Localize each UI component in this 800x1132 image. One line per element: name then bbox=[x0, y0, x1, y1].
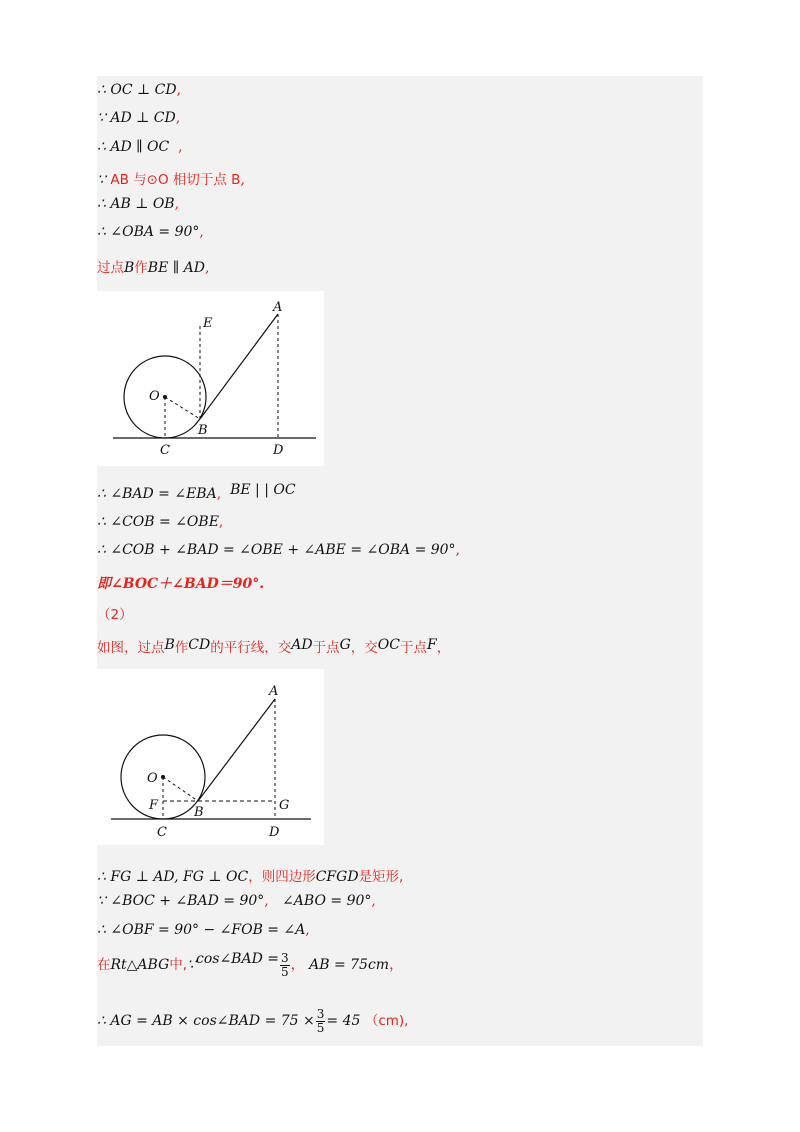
math-text: ∵ ∠BOC + ∠BAD = 90° bbox=[97, 893, 265, 909]
label-f: F bbox=[149, 798, 159, 813]
figure-1 bbox=[97, 291, 324, 466]
math-text: ∵ AD ⊥ CD bbox=[97, 110, 176, 126]
line-cob-obe bbox=[97, 514, 223, 530]
conclusion-text: 即∠BOC＋∠BAD＝90°. bbox=[97, 576, 265, 592]
cn-text: 在 bbox=[97, 957, 111, 973]
punct: , bbox=[199, 224, 204, 240]
math-text: ∴ ∠COB = ∠OBE bbox=[97, 514, 219, 530]
fraction-3-5 bbox=[316, 1008, 326, 1035]
punct: , bbox=[305, 922, 310, 938]
math-text: Rt△ABG bbox=[110, 957, 170, 973]
math-text: CFGD bbox=[315, 869, 359, 885]
math-text: ∠ABO = 90° bbox=[282, 893, 372, 909]
cn-text: 如图，过点 bbox=[97, 640, 165, 656]
math-text: ∴ ∠BAD = ∠EBA bbox=[97, 486, 217, 502]
label-o: O bbox=[147, 771, 158, 786]
line-boc-bad bbox=[97, 893, 376, 909]
unit-text: （cm), bbox=[364, 1013, 409, 1029]
math-text: BE | | OC bbox=[230, 482, 296, 498]
math-text: F bbox=[426, 637, 437, 653]
fraction-denominator: 5 bbox=[316, 1020, 325, 1035]
punct: ， bbox=[389, 957, 404, 973]
cn-text: 于点 bbox=[399, 640, 427, 656]
line-cos bbox=[97, 948, 403, 982]
label-c: C bbox=[160, 443, 170, 458]
math-text: = 45 bbox=[326, 1013, 361, 1029]
solution-panel bbox=[97, 76, 703, 1046]
geometry-figure-1 bbox=[97, 291, 324, 466]
cn-text: 是矩形, bbox=[358, 869, 404, 885]
cn-text: 的平行线，交 bbox=[210, 640, 292, 656]
label-b: B bbox=[194, 805, 204, 820]
math-text: B bbox=[164, 637, 175, 653]
punct: , bbox=[178, 139, 183, 155]
cn-text: ，则四边形 bbox=[248, 869, 316, 885]
line-part-2 bbox=[97, 603, 133, 623]
punct: , bbox=[264, 893, 269, 909]
cn-text: 于点 bbox=[312, 640, 340, 656]
fraction-numerator: 3 bbox=[316, 1006, 325, 1021]
punct: , bbox=[216, 486, 222, 502]
fraction-3-5 bbox=[280, 952, 290, 979]
punct: , bbox=[240, 172, 245, 188]
figure-2 bbox=[97, 669, 324, 845]
point-o bbox=[163, 395, 167, 399]
line-obf bbox=[97, 922, 310, 938]
line-bad-eba bbox=[97, 482, 296, 502]
line-draw-fg bbox=[97, 636, 450, 656]
punct: , bbox=[371, 893, 376, 909]
math-text: CD bbox=[188, 637, 211, 653]
point-o bbox=[161, 775, 165, 779]
line-tangent bbox=[97, 168, 245, 188]
label-d: D bbox=[273, 443, 284, 458]
line-ab-perp-ob bbox=[97, 196, 179, 212]
geometry-figure-2 bbox=[97, 669, 324, 845]
math-text: ∴ AG = AB × cos∠BAD = 75 × bbox=[97, 1013, 315, 1029]
label-a: A bbox=[273, 300, 283, 315]
punct: , bbox=[205, 260, 210, 276]
punct: ， bbox=[290, 957, 305, 973]
math-text: ∴ ∠OBA = 90° bbox=[97, 224, 200, 240]
part-label: （2） bbox=[97, 607, 133, 623]
math-text: ∴ ∠OBF = 90° − ∠FOB = ∠A bbox=[97, 922, 306, 938]
math-text: cos∠BAD = bbox=[196, 951, 279, 967]
segment-ob bbox=[165, 397, 200, 419]
math-text: ∵ bbox=[187, 957, 196, 973]
math-text: B bbox=[124, 260, 135, 276]
fraction-numerator: 3 bbox=[281, 950, 289, 965]
cn-text: 过点 bbox=[97, 260, 124, 276]
label-a: A bbox=[269, 684, 279, 699]
cn-text: ，交 bbox=[350, 640, 378, 656]
line-ad-parallel-oc bbox=[97, 139, 183, 155]
math-text: OC bbox=[377, 637, 400, 653]
cn-text: 作 bbox=[174, 640, 189, 656]
math-text: ∴ ∠COB + ∠BAD = ∠OBE + ∠ABE = ∠OBA = 90° bbox=[97, 542, 456, 558]
tangent-text: AB 与⊙O 相切于点 B bbox=[110, 172, 241, 188]
segment-ab bbox=[198, 699, 275, 801]
line-angle-sum bbox=[97, 542, 460, 558]
punct: , bbox=[455, 542, 461, 558]
punct: , bbox=[218, 514, 224, 530]
label-o: O bbox=[149, 389, 160, 404]
line-draw-be bbox=[97, 256, 209, 276]
punct: , bbox=[175, 110, 181, 126]
math-text: ∴ AD ∥ OC bbox=[97, 139, 170, 155]
segment-ob bbox=[163, 777, 198, 801]
line-conclusion-1 bbox=[97, 573, 264, 593]
label-d: D bbox=[269, 825, 280, 840]
line-oc-perp-cd bbox=[97, 82, 181, 98]
math-text: ∴ OC ⊥ CD bbox=[97, 82, 177, 98]
math-text: ∴ AB ⊥ OB bbox=[97, 196, 175, 212]
label-c: C bbox=[157, 825, 167, 840]
punct: , bbox=[174, 196, 180, 212]
line-ag bbox=[97, 1004, 408, 1038]
cn-text: 中, bbox=[169, 957, 188, 973]
cn-text: 作 bbox=[134, 260, 148, 276]
cn-text: ， bbox=[436, 640, 451, 656]
math-text: G bbox=[339, 637, 351, 653]
fraction-denominator: 5 bbox=[281, 964, 289, 979]
line-fg-perp bbox=[97, 865, 403, 885]
label-e: E bbox=[203, 316, 213, 331]
math-text: ∴ FG ⊥ AD, FG ⊥ OC bbox=[97, 869, 249, 885]
math-text: BE ∥ AD bbox=[147, 260, 206, 276]
line-oba-90 bbox=[97, 224, 204, 240]
label-g: G bbox=[279, 798, 290, 813]
punct: , bbox=[176, 82, 182, 98]
math-text: AB = 75cm bbox=[309, 957, 390, 973]
math-text: ∵ bbox=[97, 172, 111, 188]
math-text: AD bbox=[291, 637, 313, 653]
line-ad-perp-cd bbox=[97, 110, 180, 126]
label-b: B bbox=[198, 423, 208, 438]
